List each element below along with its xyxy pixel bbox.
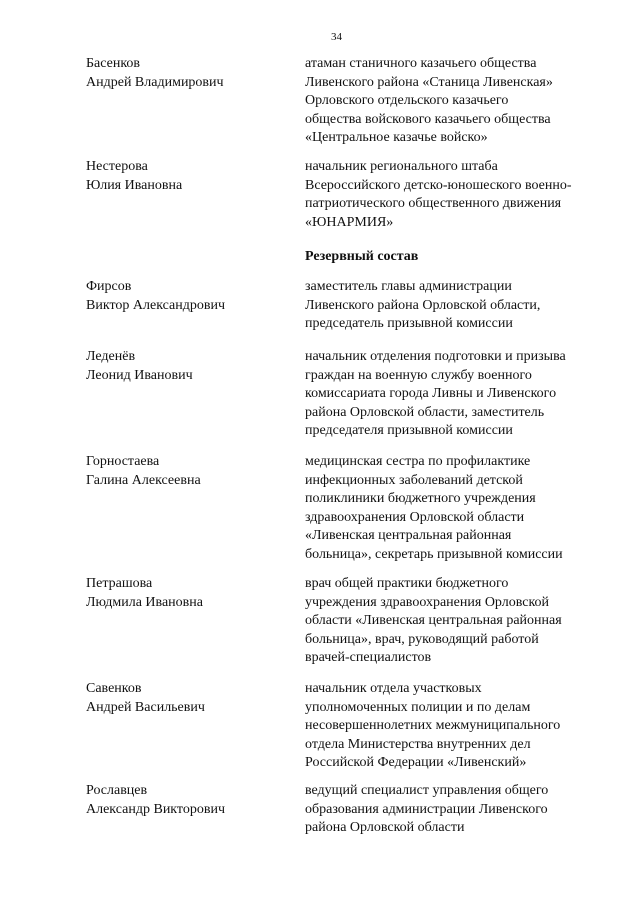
role-line: несовершеннолетних межмуниципального [305,718,561,733]
role-line: медицинская сестра по профилактике [305,454,531,469]
member-role [305,782,605,838]
member-name [86,453,296,490]
role-line: врачей-специалистов [305,650,432,665]
role-line: здравоохранения Орловской области [305,509,525,525]
given-names: Андрей Владимирович [86,74,224,90]
role-line: атаман станичного казачьего общества [305,56,537,71]
page-number: 34 [331,31,342,43]
given-names: Виктор Александрович [86,297,226,313]
surname: Рославцев [86,783,148,798]
role-line: общества войскового казачьего общества [305,111,551,127]
role-line: «ЮНАРМИЯ» [305,214,394,230]
role-line: председатель призывной комиссии [305,316,513,331]
role-line: района Орловской области, заместитель [305,404,545,420]
role-line: врач общей практики бюджетного [305,576,509,591]
role-line: Ливенского района Орловской области, [305,297,541,313]
member-role [305,278,605,334]
given-names: Андрей Васильевич [86,699,205,715]
role-line: «Ливенская центральная районная [305,528,512,543]
surname: Басенков [86,56,141,71]
surname: Горностаева [86,454,160,469]
role-line: больница», секретарь призывной комиссии [305,546,563,562]
member-name [86,158,296,195]
role-line: комиссариата города Ливны и Ливенского [305,386,557,401]
given-names: Людмила Ивановна [86,594,203,610]
member-name [86,278,296,315]
role-line: Российской Федерации «Ливенский» [305,755,527,770]
role-line: начальник регионального штаба [305,159,498,174]
role-line: поликлиники бюджетного учреждения [305,491,536,506]
role-line: патриотического общественного движения [305,196,562,211]
member-role [305,348,605,441]
member-name [86,782,296,819]
surname: Савенков [86,681,142,696]
role-line: больница», врач, руководящий работой [305,631,539,647]
member-role [305,680,605,773]
member-name [86,575,296,612]
member-role [305,158,605,232]
role-line: Ливенского района «Станица Ливенская» [305,74,553,90]
role-line: председателя призывной комиссии [305,423,513,438]
given-names: Галина Алексеевна [86,472,201,488]
surname: Нестерова [86,159,148,174]
member-role [305,55,605,148]
role-line: заместитель главы администрации [305,279,512,294]
role-line: учреждения здравоохранения Орловской [305,594,550,610]
member-role [305,575,605,668]
role-line: Орловского отдельского казачьего [305,93,509,108]
role-line: района Орловской области [305,820,465,835]
member-name [86,680,296,717]
role-line: ведущий специалист управления общего [305,783,549,798]
role-line: уполномоченных полиции и по делам [305,699,531,715]
role-line: образования администрации Ливенского [305,801,548,817]
surname: Фирсов [86,279,132,294]
surname: Петрашова [86,576,153,591]
section-heading: Резервный состав [305,249,419,264]
given-names: Леонид Иванович [86,367,193,383]
member-name [86,348,296,385]
role-line: «Центральное казачье войско» [305,130,488,145]
role-line: граждан на военную службу военного [305,367,532,383]
member-name [86,55,296,92]
role-line: отдела Министерства внутренних дел [305,736,531,752]
given-names: Юлия Ивановна [86,177,183,193]
role-line: области «Ливенская центральная районная [305,613,562,628]
member-role [305,453,605,564]
role-line: начальник отдела участковых [305,681,482,696]
role-line: инфекционных заболеваний детской [305,472,523,488]
surname: Леденёв [86,349,136,364]
role-line: начальник отделения подготовки и призыва [305,349,566,364]
given-names: Александр Викторович [86,801,226,817]
role-line: Всероссийского детско-юношеского военно- [305,177,572,193]
